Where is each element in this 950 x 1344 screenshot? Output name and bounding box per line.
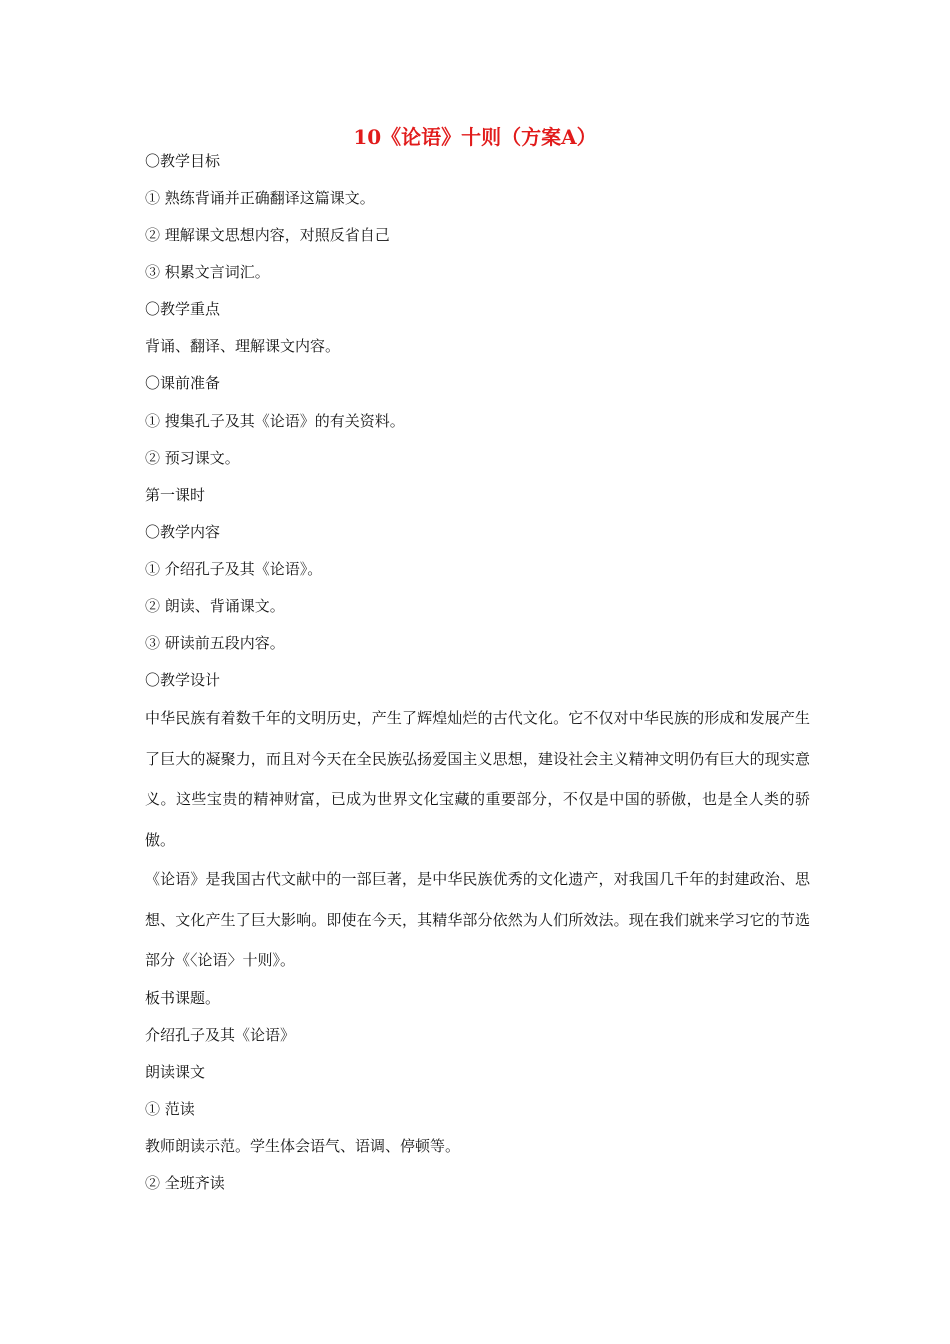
reading-item-1-detail: 教师朗读示范。学生体会语气、语调、停顿等。 — [145, 1137, 461, 1155]
intro-confucius-heading: 介绍孔子及其《论语》 — [145, 1026, 296, 1044]
section-heading-design: 〇教学设计 — [145, 671, 221, 689]
goal-item-1: ① 熟练背诵并正确翻译这篇课文。 — [145, 189, 375, 207]
section-heading-content: 〇教学内容 — [145, 523, 221, 541]
section-heading-teaching-goals: 〇教学目标 — [145, 152, 221, 170]
goal-item-2: ② 理解课文思想内容，对照反省自己 — [145, 226, 390, 244]
lesson-period-heading: 第一课时 — [145, 486, 206, 504]
section-heading-preparation: 〇课前准备 — [145, 374, 221, 392]
board-title-note: 板书课题。 — [145, 989, 221, 1007]
content-item-2: ② 朗读、背诵课文。 — [145, 597, 285, 615]
reading-item-1: ① 范读 — [145, 1100, 195, 1118]
document-title: 10《论语》十则（方案A） — [353, 125, 597, 149]
paragraph-lunyu: 《论语》是我国古代文献中的一部巨著，是中华民族优秀的文化遗产，对我国几千年的封建政治、思想、文化产生了巨大影响。即使在今天，其精华部分依然为人们所效法。现在我们就来学习它的节选部分《〈论语〉十则》。 — [145, 870, 810, 969]
preparation-item-1: ① 搜集孔子及其《论语》的有关资料。 — [145, 412, 405, 430]
preparation-item-2: ② 预习课文。 — [145, 449, 240, 467]
content-item-1: ① 介绍孔子及其《论语》。 — [145, 560, 323, 578]
content-item-3: ③ 研读前五段内容。 — [145, 634, 285, 652]
section-heading-key-points: 〇教学重点 — [145, 300, 221, 318]
reading-item-2: ② 全班齐读 — [145, 1174, 225, 1192]
paragraph-intro: 中华民族有着数千年的文明历史，产生了辉煌灿烂的古代文化。它不仅对中华民族的形成和发展产生了巨大的凝聚力，而且对今天在全民族弘扬爱国主义思想，建设社会主义精神文明仍有巨大的现实意义。这些宝贵的精神财富，已成为世界文化宝藏的重要部分，不仅是中国的骄傲，也是全人类的骄傲。 — [145, 709, 810, 849]
goal-item-3: ③ 积累文言词汇。 — [145, 263, 270, 281]
reading-heading: 朗读课文 — [145, 1063, 206, 1081]
key-points-text: 背诵、翻译、理解课文内容。 — [145, 337, 341, 355]
